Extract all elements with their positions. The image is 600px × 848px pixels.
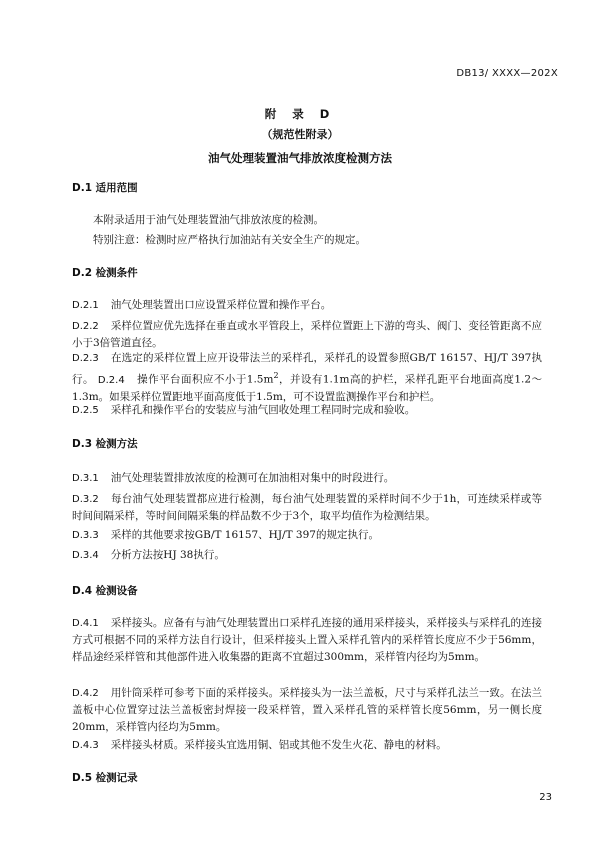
clause-d4-2: [72, 685, 542, 736]
d1-paragraph-1: 本附录适用于油气处理装置油气排放浓度的检测。: [93, 214, 324, 226]
clause-d3-2: [72, 491, 542, 525]
clause-number: D.3.1: [72, 473, 99, 484]
clause-d2-1: [72, 297, 542, 314]
superscript: 2: [273, 371, 279, 380]
clause-text: 采样接头。应备有与油气处理装置出口采样孔连接的通用采样接头，采样接头与采样孔的连接方式可根据不同的采样方法自行设计，但采样接头上置入采样孔管内的采样管长度应不少于56mm，样品途经采样管和其他部件进入收集器的距离不宜超过300mm，采样管内径均为5mm。: [72, 617, 542, 663]
clause-d3-3: [72, 527, 542, 544]
clause-text: 在选定的采样位置上应开设带法兰的采样孔，采样孔的设置参照GB/T 16157、HJ/T 397执行。: [72, 352, 542, 386]
clause-number: D.3.4: [72, 550, 99, 561]
clause-number: D.4.3: [72, 740, 99, 751]
clause-text: 操作平台面积应不小于1.5m: [136, 373, 274, 386]
clause-number: D.4.2: [72, 688, 99, 699]
clause-d3-4: [72, 547, 542, 564]
clause-d2-5: [72, 402, 542, 419]
clause-number: D.2.1: [72, 300, 99, 311]
clause-text: ，并设有1.1m高的护栏，采样孔距平台地面高度1.2～1.3m。如果采样位置距地平面高度低于1.5m，可不设置监测操作平台和护栏。: [72, 373, 543, 403]
clause-text: 每台油气处理装置都应进行检测，每台油气处理装置的采样时间不少于1h，可连续采样或等时间间隔采样，等时间间隔采集的样品数不少于3个，取平均值作为检测结果。: [72, 493, 542, 522]
appendix-name: 油气处理装置油气排放浓度检测方法: [208, 151, 392, 165]
clause-d4-3: [72, 737, 542, 754]
clause-d2-3-4: [72, 350, 542, 406]
clause-number: D.2.2: [72, 321, 99, 332]
clause-text: 采样的其他要求按GB/T 16157、HJ/T 397的规定执行。: [110, 529, 379, 541]
section-heading-d1: D.1 适用范围: [72, 182, 138, 194]
clause-number: D.2.3: [72, 353, 99, 364]
clause-number: D.2.5: [72, 405, 99, 416]
appendix-type: （规范性附录）: [261, 128, 339, 141]
section-heading-d2: D.2 检测条件: [72, 267, 138, 279]
clause-text: 油气处理装置排放浓度的检测可在加油相对集中的时段进行。: [110, 472, 395, 484]
section-heading-d3: D.3 检测方法: [72, 438, 138, 450]
clause-number: D.4.1: [72, 618, 99, 629]
clause-text: 采样位置应优先选择在垂直或水平管段上，采样位置距上下游的弯头、阀门、变径管距离不应小于3倍管道直径。: [72, 320, 542, 349]
clause-text: 用针筒采样可参考下面的采样接头。采样接头为一法兰盖板，尺寸与采样孔法兰一致。在法兰盖板中心位置穿过法兰盖板密封焊接一段采样管，置入采样孔管的采样管长度56mm，另一侧长度20mm，采样管内径均为5mm。: [72, 687, 542, 733]
clause-d3-1: [72, 470, 542, 487]
clause-number: D.3.2: [72, 494, 99, 505]
d1-paragraph-2: 特别注意：检测时应严格执行加油站有关安全生产的规定。: [93, 234, 366, 246]
clause-text: 采样孔和操作平台的安装应与油气回收处理工程同时完成和验收。: [110, 404, 416, 416]
page-number: 23: [539, 792, 552, 803]
clause-text: 分析方法按HJ 38执行。: [110, 549, 225, 561]
clause-d2-2: [72, 318, 542, 352]
section-heading-d4: D.4 检测设备: [72, 585, 138, 597]
appendix-title: 附 录 D: [264, 107, 336, 121]
clause-number: D.2.4: [97, 374, 125, 386]
clause-d4-1: [72, 615, 542, 666]
section-heading-d5: D.5 检测记录: [72, 772, 138, 784]
clause-text: 采样接头材质。采样接头宜选用铜、铝或其他不发生火花、静电的材料。: [110, 739, 447, 751]
clause-text: 油气处理装置出口应设置采样位置和操作平台。: [110, 299, 332, 311]
document-code: DB13/ XXXX—202X: [456, 68, 558, 79]
clause-number: D.3.3: [72, 530, 99, 541]
